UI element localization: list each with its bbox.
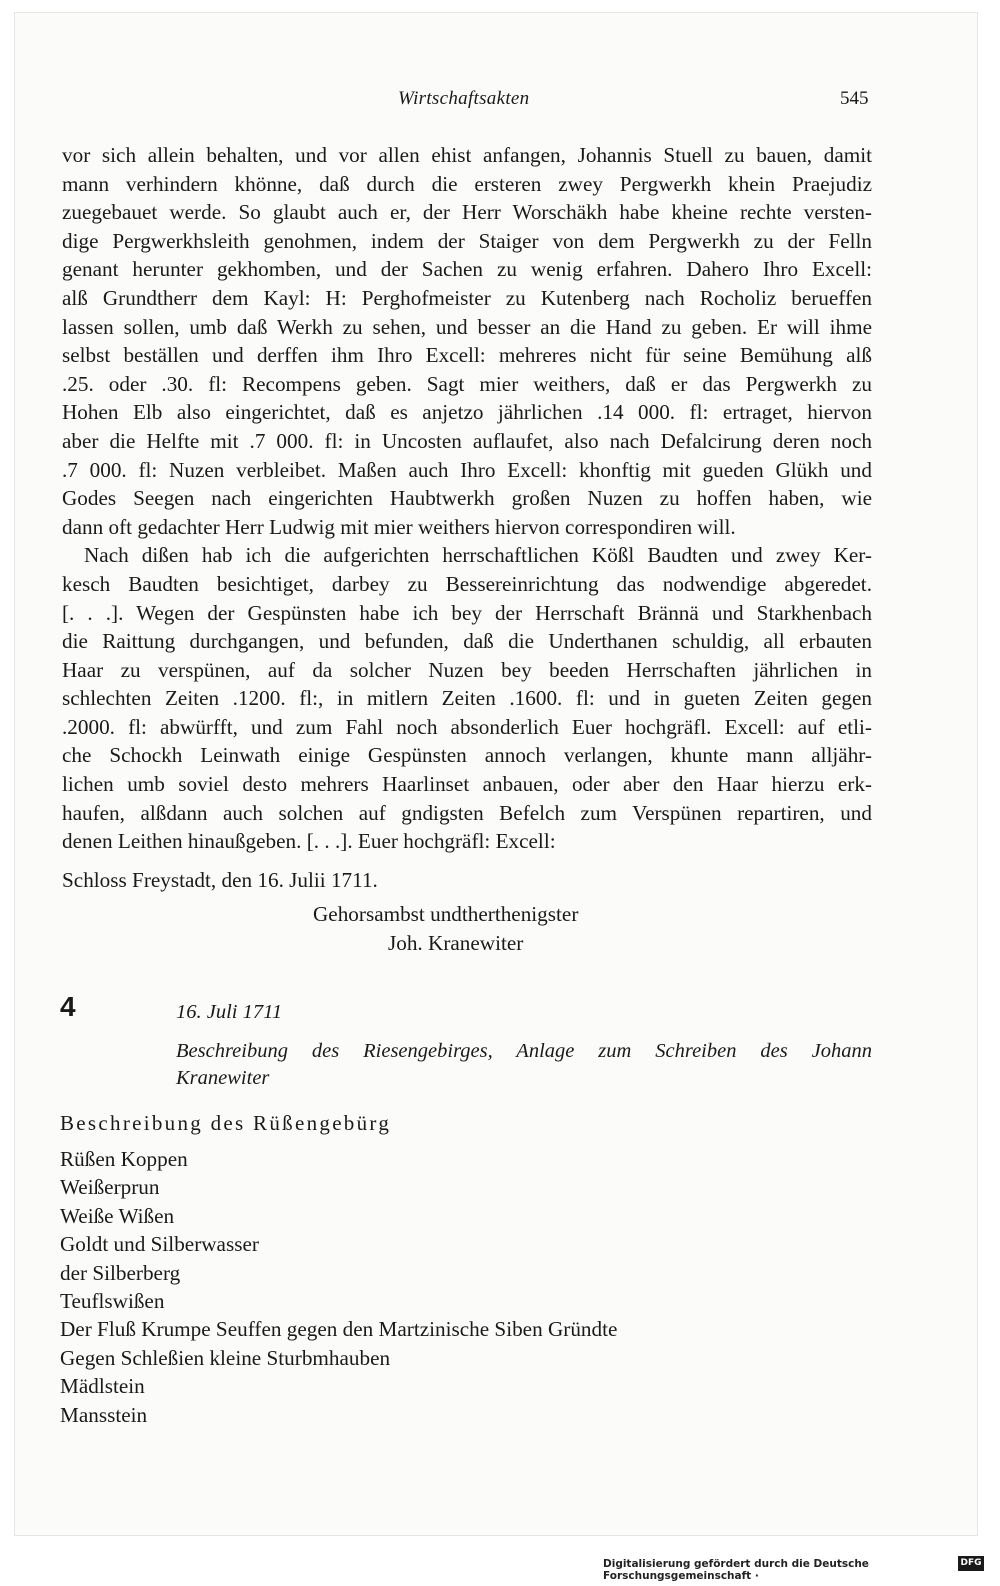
list-item: Rüßen Koppen	[60, 1147, 188, 1171]
text-line: denen Leithen hinaußgeben. [. . .]. Euer hochgräfl: Excell:	[62, 829, 556, 854]
letter-body	[62, 141, 872, 856]
digitization-credit: Digitalisierung gefördert durch die Deutsche Forschungsgemeinschaft ·	[603, 1558, 869, 1582]
place-date-line: Schloss Freystadt, den 16. Julii 1711.	[62, 868, 378, 892]
running-header-title: Wirtschaftsakten	[398, 88, 530, 109]
place-list	[60, 1145, 617, 1429]
description-line: Kranewiter	[176, 1067, 270, 1089]
list-item: Mädlstein	[60, 1374, 145, 1399]
text-line: zuegebauet werde. So glaubt auch er, der Herr Worschäkh habe kheine rechte versten-	[62, 200, 872, 225]
dfg-logo-icon: DFG	[958, 1556, 984, 1571]
text-line: selbst beställen und derffen ihm Ihro Excell: mehreres nicht für seine Bemühung alß	[62, 343, 872, 368]
list-item: Der Fluß Krumpe Seuffen gegen den Martzinische Siben Gründte	[60, 1317, 618, 1342]
text-line: Haar zu verspünen, auf da solcher Nuzen bey beeden Herrschaften jährlichen in	[62, 657, 872, 682]
document-description	[176, 1038, 872, 1092]
list-item: Teuflswißen	[60, 1288, 165, 1313]
text-line: kesch Baudten besichtiget, darbey zu Bessereinrichtung das nodwendige abgeredet.	[62, 571, 872, 596]
page-number: 545	[840, 88, 869, 109]
text-line: lassen sollen, umb daß Werkh zu sehen, und besser an die Hand zu geben. Er will ihme	[62, 314, 872, 339]
text-line: lichen umb soviel desto mehrers Haarlinset anbauen, oder aber den Haar hierzu erk-	[62, 772, 872, 797]
list-item: Goldt und Silberwasser	[60, 1232, 259, 1257]
text-line: che Schockh Leinwath einige Gespünsten annoch verlangen, khunte mann alljähr-	[62, 743, 872, 768]
closing-formula: Gehorsambst undtherthenigster	[313, 902, 579, 926]
text-line: dige Pergwerkhsleith genohmen, indem der Staiger von dem Pergwerkh zu der Felln	[62, 228, 872, 253]
document-number: 4	[60, 991, 76, 1022]
text-line: dann oft gedachter Herr Ludwig mit mier weithers hiervon correspondiren will.	[62, 514, 736, 539]
text-line: Hohen Elb also eingerichtet, daß es anjetzo jährlichen .14 000. fl: ertraget, hiervon	[62, 400, 872, 425]
text-line: die Raittung durchgangen, und befunden, daß die Underthanen schuldig, all erbauten	[62, 629, 872, 654]
text-line: .2000. fl: abwürfft, und zum Fahl noch absonderlich Euer hochgräfl. Excell: auf etli-	[62, 714, 872, 739]
text-line: [. . .]. Wegen der Gespünsten habe ich bey der Herrschaft Brännä und Starkhenbach	[62, 600, 872, 625]
list-item: Mansstein	[60, 1402, 148, 1427]
text-line: genant herunter gekhomben, und der Sachen zu wenig erfahren. Dahero Ihro Excell:	[62, 257, 872, 282]
list-item: Weißerprun	[60, 1175, 160, 1200]
document-date: 16. Juli 1711	[176, 1001, 283, 1023]
text-line: aber die Helfte mit .7 000. fl: in Uncosten auflaufet, also nach Defalcirung deren noch	[62, 428, 872, 453]
signature: Joh. Kranewiter	[388, 931, 524, 955]
list-item: Gegen Schleßien kleine Sturbmhauben	[60, 1345, 391, 1370]
description-line: Beschreibung des Riesengebirges, Anlage zum Schreiben des Johann	[176, 1040, 872, 1062]
list-item: der Silberberg	[60, 1260, 181, 1285]
text-line: alß Grundtherr dem Kayl: H: Perghofmeister zu Kutenberg nach Rocholiz berueffen	[62, 285, 872, 310]
section-title: Beschreibung des Rüßengebürg	[60, 1111, 392, 1135]
text-line: haufen, alßdann auch solchen auf gndigsten Befelch zum Verspünen repartiren, und	[62, 800, 872, 825]
text-line: vor sich allein behalten, und vor allen ehist anfangen, Johannis Stuell zu bauen, damit	[62, 143, 872, 167]
text-line: schlechten Zeiten .1200. fl:, in mitlern Zeiten .1600. fl: und in gueten Zeiten gegen	[62, 686, 872, 711]
text-line: Nach dißen hab ich die aufgerichten herrschaftlichen Kößl Baudten und zwey Ker-	[84, 543, 872, 568]
text-line: Godes Seegen nach eingerichten Haubtwerkh großen Nuzen zu hoffen haben, wie	[62, 486, 872, 511]
text-line: .7 000. fl: Nuzen verbleibet. Maßen auch Ihro Excell: khonftig mit gueden Glükh und	[62, 457, 872, 482]
text-line: mann verhindern khönne, daß durch die ersteren zwey Pergwerkh khein Praejudiz	[62, 171, 872, 196]
list-item: Weiße Wißen	[60, 1203, 175, 1228]
text-line: .25. oder .30. fl: Recompens geben. Sagt mier weithers, daß er das Pergwerkh zu	[62, 371, 872, 396]
